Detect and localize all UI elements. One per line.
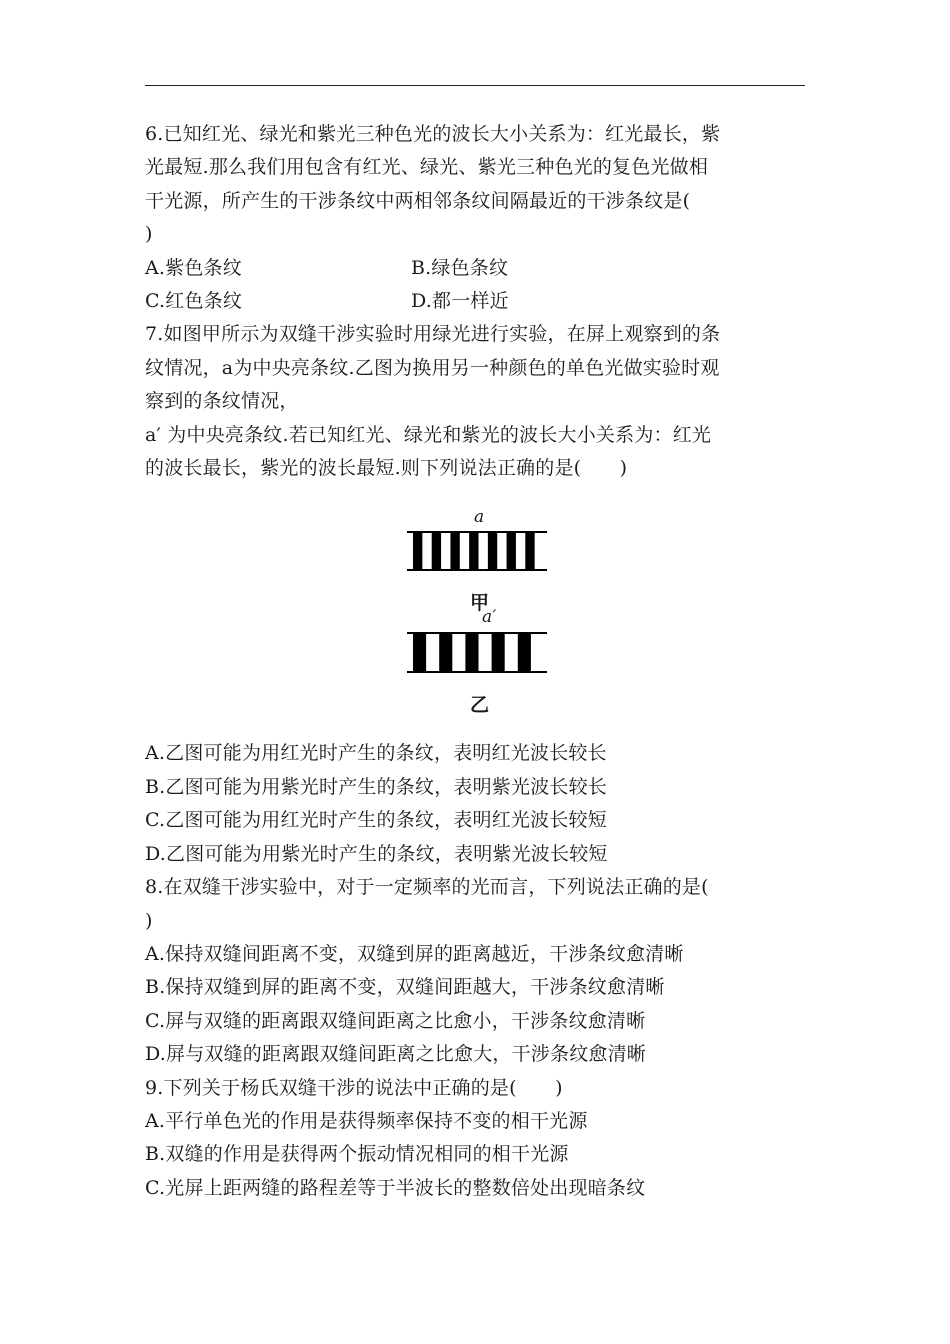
dark-stripe [413,533,422,569]
q6-options-row-2 [145,285,807,318]
q7-option-a: A.乙图可能为用红光时产生的条纹，表明红光波长较长 [145,742,607,765]
interference-figure [145,485,807,737]
q8-option-b: B.保持双缝到屏的距离不变，双缝间距越大，干涉条纹愈清晰 [145,976,665,999]
q7-stem-line: 纹情况，a为中央亮条纹.乙图为换用另一种颜色的单色光做实验时观 [145,356,720,379]
q8-option-a: A.保持双缝间距离不变，双缝到屏的距离越近，干涉条纹愈清晰 [145,942,684,965]
dark-stripe [469,533,478,569]
label-a: a [474,507,485,528]
dark-stripes-yi [413,634,531,671]
caption-jia: 甲 [470,592,490,615]
q6-option-b: B.绿色条纹 [411,256,509,279]
dark-stripe [439,634,452,671]
q7-stem-line: a′ 为中央亮条纹.若已知红光、绿光和紫光的波长大小关系为：红光 [145,423,712,446]
q8-stem-line: ) [145,909,153,932]
question-9 [145,1072,807,1206]
dark-stripe [518,634,531,671]
q8-stem-line: 8.在双缝干涉实验中，对于一定频率的光而言，下列说法正确的是( [145,876,709,899]
caption-yi: 乙 [470,694,490,717]
q9-option-c: C.光屏上距两缝的路程差等于半波长的整数倍处出现暗条纹 [145,1176,646,1199]
dark-stripe [492,634,505,671]
dark-stripe [413,634,426,671]
q6-stem-line: 6.已知红光、绿光和紫光三种色光的波长大小关系为：红光最长，紫 [145,123,721,145]
q6-options-row-1 [145,252,807,285]
q7-option-d: D.乙图可能为用紫光时产生的条纹，表明紫光波长较短 [145,842,608,865]
dark-stripes-jia [413,533,535,569]
dark-stripe [488,533,497,569]
q8-option-d: D.屏与双缝的距离跟双缝间距离之比愈大，干涉条纹愈清晰 [145,1043,646,1066]
q6-stem-line: 干光源，所产生的干涉条纹中两相邻条纹间隔最近的干涉条纹是( [145,189,691,212]
q6-stem-line: ) [145,223,153,246]
q6-option-d: D.都一样近 [411,290,509,313]
content [145,118,807,1205]
q7-stem-line: 7.如图甲所示为双缝干涉实验时用绿光进行实验，在屏上观察到的条 [145,323,721,346]
q6-option-c: C.红色条纹 [145,290,243,313]
question-8 [145,871,807,1071]
q7-option-c: C.乙图可能为用红光时产生的条纹，表明红光波长较短 [145,809,607,832]
question-6 [145,118,807,318]
fringe-pattern-yi [405,629,551,683]
dark-stripe [465,634,478,671]
header-rule [145,85,805,86]
fringe-pattern-jia [405,527,551,581]
q7-stem-line: 察到的条纹情况， [145,390,299,413]
q7-stem-line: 的波长最长，紫光的波长最短.则下列说法正确的是( ) [145,457,628,480]
dark-stripe [507,533,516,569]
q6-option-a: A.紫色条纹 [145,256,242,279]
label-a-prime: a′ [482,607,497,628]
q9-option-b: B.双缝的作用是获得两个振动情况相同的相干光源 [145,1143,569,1166]
dark-stripe [525,533,534,569]
dark-stripe [450,533,459,569]
q6-stem-line: 光最短.那么我们用包含有红光、绿光、紫光三种色光的复色光做相 [145,156,709,179]
q9-option-a: A.平行单色光的作用是获得频率保持不变的相干光源 [145,1109,588,1132]
dark-stripe [432,533,441,569]
q9-stem-line: 9.下列关于杨氏双缝干涉的说法中正确的是( ) [145,1076,563,1099]
q7-option-b: B.乙图可能为用紫光时产生的条纹，表明紫光波长较长 [145,775,608,798]
question-7 [145,318,807,871]
q8-option-c: C.屏与双缝的距离跟双缝间距离之比愈小，干涉条纹愈清晰 [145,1009,646,1032]
